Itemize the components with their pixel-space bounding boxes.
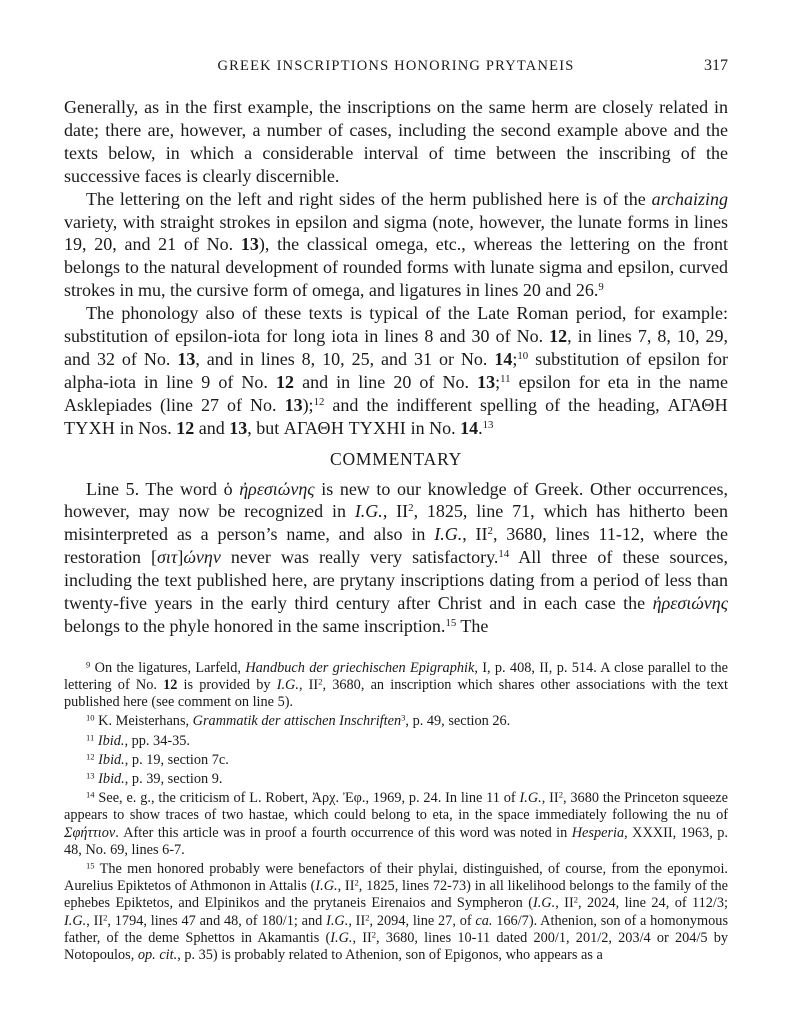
paragraph-3: The phonology also of these texts is typical of the Late Roman period, for example: substitution of epsilon-iota for long iota in lines 8 and 30 of No. 12, in lines 7, 8, 10, 29, and 32 of No. 13, and in lines 8, 10, 25, and 31 or No. 14;$^{10}$ substitution of epsilon for alpha-iota in line 9 of No. 12 and in line 20 of No. 13;$^{11}$ epsilon for eta in the name Asklepiades (line 27 of No. 13);$^{12}$ and the indifferent spelling of the heading, ΑΓΑΘΗ ΤΥΧΗ in Nos. 12 and 13, but ΑΓΑΘΗ ΤΥΧΗΙ in No. 14.13: [64, 303, 729, 438]
body-text: [64, 96, 728, 638]
footnotes: [64, 660, 728, 964]
running-title: GREEK INSCRIPTIONS HONORING PRYTANEIS: [217, 58, 575, 74]
running-header: [64, 52, 728, 82]
section-heading: COMMENTARY: [329, 448, 463, 469]
page-number: 317: [704, 57, 728, 74]
paragraph-1: Generally, as in the first example, the inscriptions on the same herm are closely related in date; there are, however, a number of cases, including the second example above and the texts below, in which a considerable interval of time between the inscribing of the successive faces is clearly discernible.: [64, 97, 728, 186]
footnote-14: $^{14}$ See, e. g., the criticism of L. Robert, Ἀρχ. Ἐφ., 1969, p. 24. In line 11 of I.G., $II^2$, 3680 the Princeton squeeze appears to show traces of two hastae, which could belong to eta, in the space immediately following the nu of Σφήττιον. After this article was in proof a fourth occurrence of this word was noted in Hesperia, XXXII, 1963, p. 48, No. 69, lines 6-7.: [64, 789, 728, 858]
footnote-15: $^{15}$ The men honored probably were benefactors of their phylai, distinguished, of course, from the eponymoi. Aurelius Epiktetos of Athmonon in Attalis (I.G., $II^2$, 1825, lines 72-73) in all likelihood belongs to the family of the ephebes Epiktetos, and Elpinikos and the prytaneis Eirenaios and Sympheron (I.G., $II^2$, 2024, line 24, of 112/3; I.G., $II^2$, 1794, lines 47 and 48, of 180/1; and I.G., $II^2$, 2094, line 27, of ca. 166/7). Athenion, son of a homonymous father, of the deme Sphettos in Akamantis (I.G., $II^2$, 3680, lines 10-11 dated 200/1, 201/2, 203/4 or 204/5 by Notopoulos, op. cit., p. 35) is probably related to Athenion, son of Epigonos, who appears as a: [64, 860, 729, 964]
footnote-11: $^{11}$ Ibid., pp. 34-35.: [86, 731, 190, 749]
footnote-12: $^{12}$ Ibid., p. 19, section 7c.: [86, 751, 229, 768]
footnote-13: $^{13}$ Ibid., p. 39, section 9.: [86, 770, 223, 788]
paragraph-2: The lettering on the left and right sides of the herm published here is of the archaizing variety, with straight strokes in epsilon and sigma (note, however, the lunate forms in lines 19, 20, and 21 of No. 13), the classical omega, etc., whereas the lettering on the front belongs to the natural development of rounded forms with lunate sigma and epsilon, curved strokes in mu, the cursive form of omega, and ligatures in lines 20 and 26.$^9$: [64, 188, 729, 301]
page: [64, 52, 728, 964]
footnote-9: $^9$ On the ligatures, Larfeld, Handbuch der griechischen Epigraphik, I, p. 408, II, p. 514. A close parallel to the lettering of No. 12 is provided by I.G., $II^2$, 3680, an inscription which shares other associations with the text published here (see comment on line 5).: [64, 659, 728, 711]
paragraph-4: Line 5. The word ὁ ἠρεσιώνης is new to our knowledge of Greek. Other occurrences, however, may now be recognized in I.G., $II^2$, 1825, line 71, which has hitherto been misinterpreted as a person’s name, and also in I.G., $II^2$, 3680, lines 11-12, where the restoration [σιτ]ώνην never was really very satisfactory.$^{14}$ All three of these sources, including the text published here, are prytany inscriptions dating from a period of less than twenty-five years in the early third century after Christ and in each case the ἠρεσιώνης belongs to the phyle honored in the same inscription.$^{15}$ The: [64, 478, 729, 636]
footnote-10: $^{10}$ K. Meisterhans, Grammatik der attischen Inschriften$^3$, p. 49, section 26.: [86, 712, 511, 730]
